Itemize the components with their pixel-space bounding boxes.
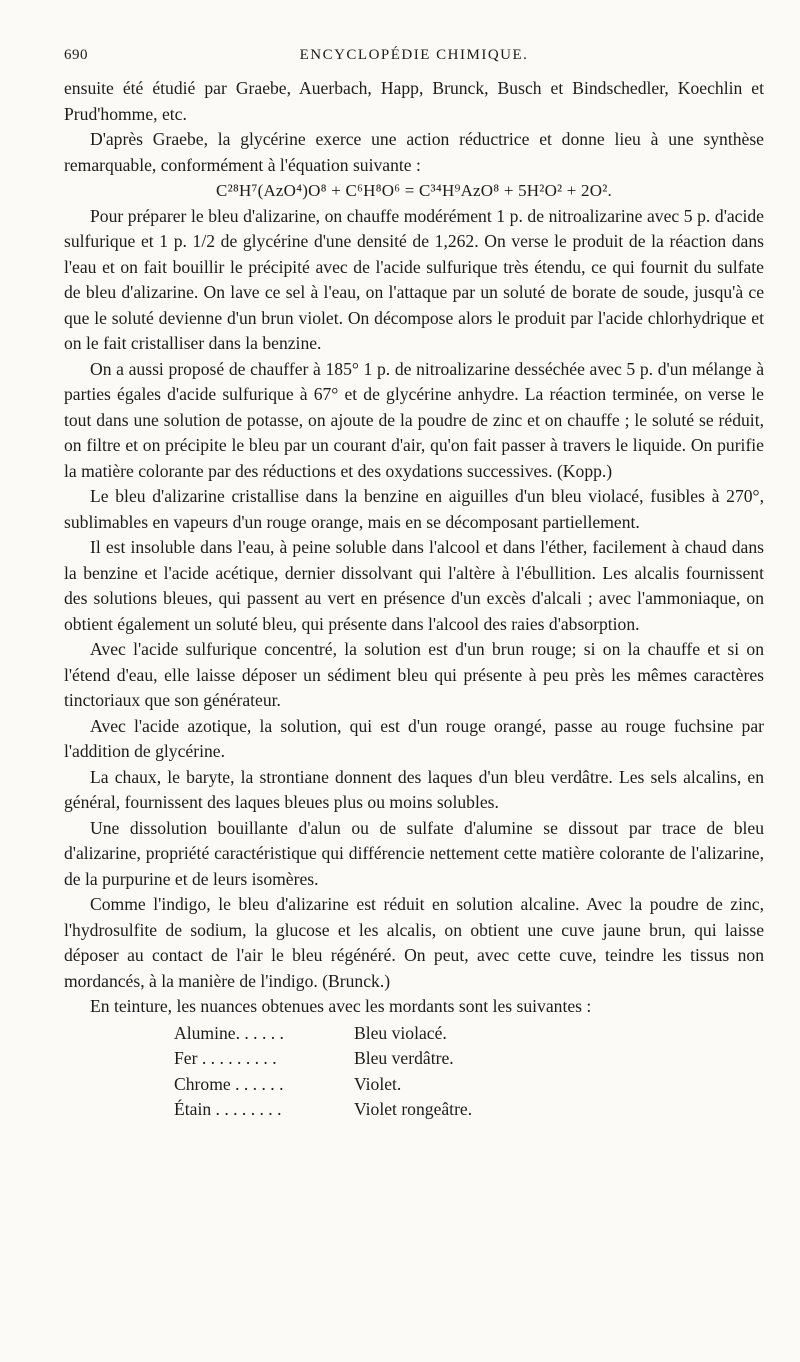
paragraph-indigo: Comme l'indigo, le bleu d'alizarine est réduit en solution alcaline. Avec la poudre de zinc, l'hydrosulfite de sodium, la glucose et les alcalis, on obtient une cuve jaune brun, qui laisse déposer au contact de l'air le bleu régénéré. On peut, avec cette cuve, teindre les tissus non mordancés, à la manière de l'indigo. (Brunck.) (64, 894, 764, 991)
mordant-shade: Violet rongeâtre. (354, 1099, 473, 1119)
table-row (174, 1046, 472, 1072)
mordant-name: Fer . . . . . . . . . (174, 1048, 277, 1068)
equation-equals: = (400, 181, 419, 200)
page-body (64, 76, 764, 1123)
paragraph-kopp-method: On a aussi proposé de chauffer à 185° 1 p. de nitroalizarine desséchée avec 5 p. d'un mélange à parties égales d'acide sulfurique à 67° et de glycérine anhydre. La réaction terminée, on verse le tout dans une solution de potasse, on ajoute de la poudre de zinc et on chauffe ; le soluté se réduit, on filtre et on précipite le bleu par un courant d'air, qu'on fait passer à travers le liquide. On purifie la matière colorante par des réductions et des oxydations successives. (Kopp.) (64, 358, 764, 481)
chemical-equation (64, 178, 764, 204)
table-row (174, 1021, 472, 1047)
mordant-shade: Bleu violacé. (354, 1022, 447, 1043)
paragraph-continuation: ensuite été étudié par Graebe, Auerbach, Happ, Brunck, Busch et Bindschedler, Koechlin et Prud'homme, etc. (64, 78, 764, 124)
equation-product-1: C³⁴H⁹AzO⁸ (419, 181, 500, 200)
paragraph-solubility: Il est insoluble dans l'eau, à peine soluble dans l'alcool et dans l'éther, facilement à chaud dans la benzine et l'acide acétique, dernier dissolvant qui l'altère à l'ébullition. Les alcalis fournissent des solutions bleues, qui passent au vert en présence d'un excès d'alcali ; avec l'ammoniaque, on obtient également un soluté bleu, qui présente dans l'alcool des raies d'absorption. (64, 537, 764, 634)
mordant-shade: Violet. (354, 1073, 402, 1094)
paragraph-nitric-acid: Avec l'acide azotique, la solution, qui est d'un rouge orangé, passe au rouge fuchsine par l'addition de glycérine. (64, 715, 764, 761)
page-number: 690 (64, 47, 88, 63)
paragraph-graebe: D'après Graebe, la glycérine exerce une action réductrice et donne lieu à une synthèse remarquable, conformément à l'équation suivante : (64, 129, 764, 175)
running-head: ENCYCLOPÉDIE CHIMIQUE. (299, 47, 529, 63)
paragraph-crystallisation: Le bleu d'alizarine cristallise dans la benzine en aiguilles d'un bleu violacé, fusibles à 270°, sublimables en vapeurs d'un rouge orange, mais en se décomposant partiellement. (64, 486, 764, 532)
equation-product-3: 2O². (581, 181, 612, 200)
equation-plus-3: + (562, 181, 582, 200)
table-row (174, 1072, 472, 1098)
mordant-name: Chrome . . . . . . (174, 1073, 284, 1094)
paragraph-preparation: Pour préparer le bleu d'alizarine, on chauffe modérément 1 p. de nitroalizarine avec 5 p. d'acide sulfurique et 1 p. 1/2 de glycérine d'une densité de 1,262. On verse le produit de la réaction dans l'eau et on fait bouillir le précipité avec de l'acide sulfurique très étendu, ce qui fournit du sulfate de bleu d'alizarine. On lave ce sel à l'eau, on l'attaque par un soluté de borate de soude, jusqu'à ce que le soluté devienne d'un brun violet. On décompose alors le produit par l'acide chlorhydrique et on le fait cristalliser dans la benzine. (64, 205, 764, 353)
paragraph-alum: Une dissolution bouillante d'alun ou de sulfate d'alumine se dissout par trace de bleu d'alizarine, propriété caractéristique qui différencie nettement cette matière colorante de l'alizarine, de la purpurine et de leurs isomères. (64, 817, 764, 889)
equation-reactant-2: C⁶H⁸O⁶ (345, 181, 401, 200)
paragraph-lakes: La chaux, le baryte, la strontiane donnent des laques d'un bleu verdâtre. Les sels alcalins, en général, fournissent des laques bleues plus ou moins solubles. (64, 766, 764, 812)
mordant-name: Alumine. . . . . . (174, 1022, 284, 1043)
mordant-name: Étain . . . . . . . . (174, 1099, 282, 1119)
equation-reactant-1: C²⁸H⁷(AzO⁴)O⁸ (216, 181, 327, 200)
table-row (174, 1097, 472, 1123)
mordant-shade: Bleu verdâtre. (354, 1048, 454, 1068)
equation-product-2: 5H²O² (518, 181, 563, 200)
page-header (64, 47, 764, 75)
equation-plus-2: + (499, 181, 519, 200)
paragraph-dyeing: En teinture, les nuances obtenues avec les mordants sont les suivantes : (90, 996, 592, 1016)
paragraph-sulfuric-acid: Avec l'acide sulfurique concentré, la solution est d'un brun rouge; si on la chauffe et si on l'étend d'eau, elle laisse déposer un sédiment bleu qui présente à peu près les mêmes caractères tinctoriaux que son générateur. (64, 639, 764, 710)
mordant-table (174, 1021, 472, 1123)
equation-plus-1: + (326, 181, 346, 200)
